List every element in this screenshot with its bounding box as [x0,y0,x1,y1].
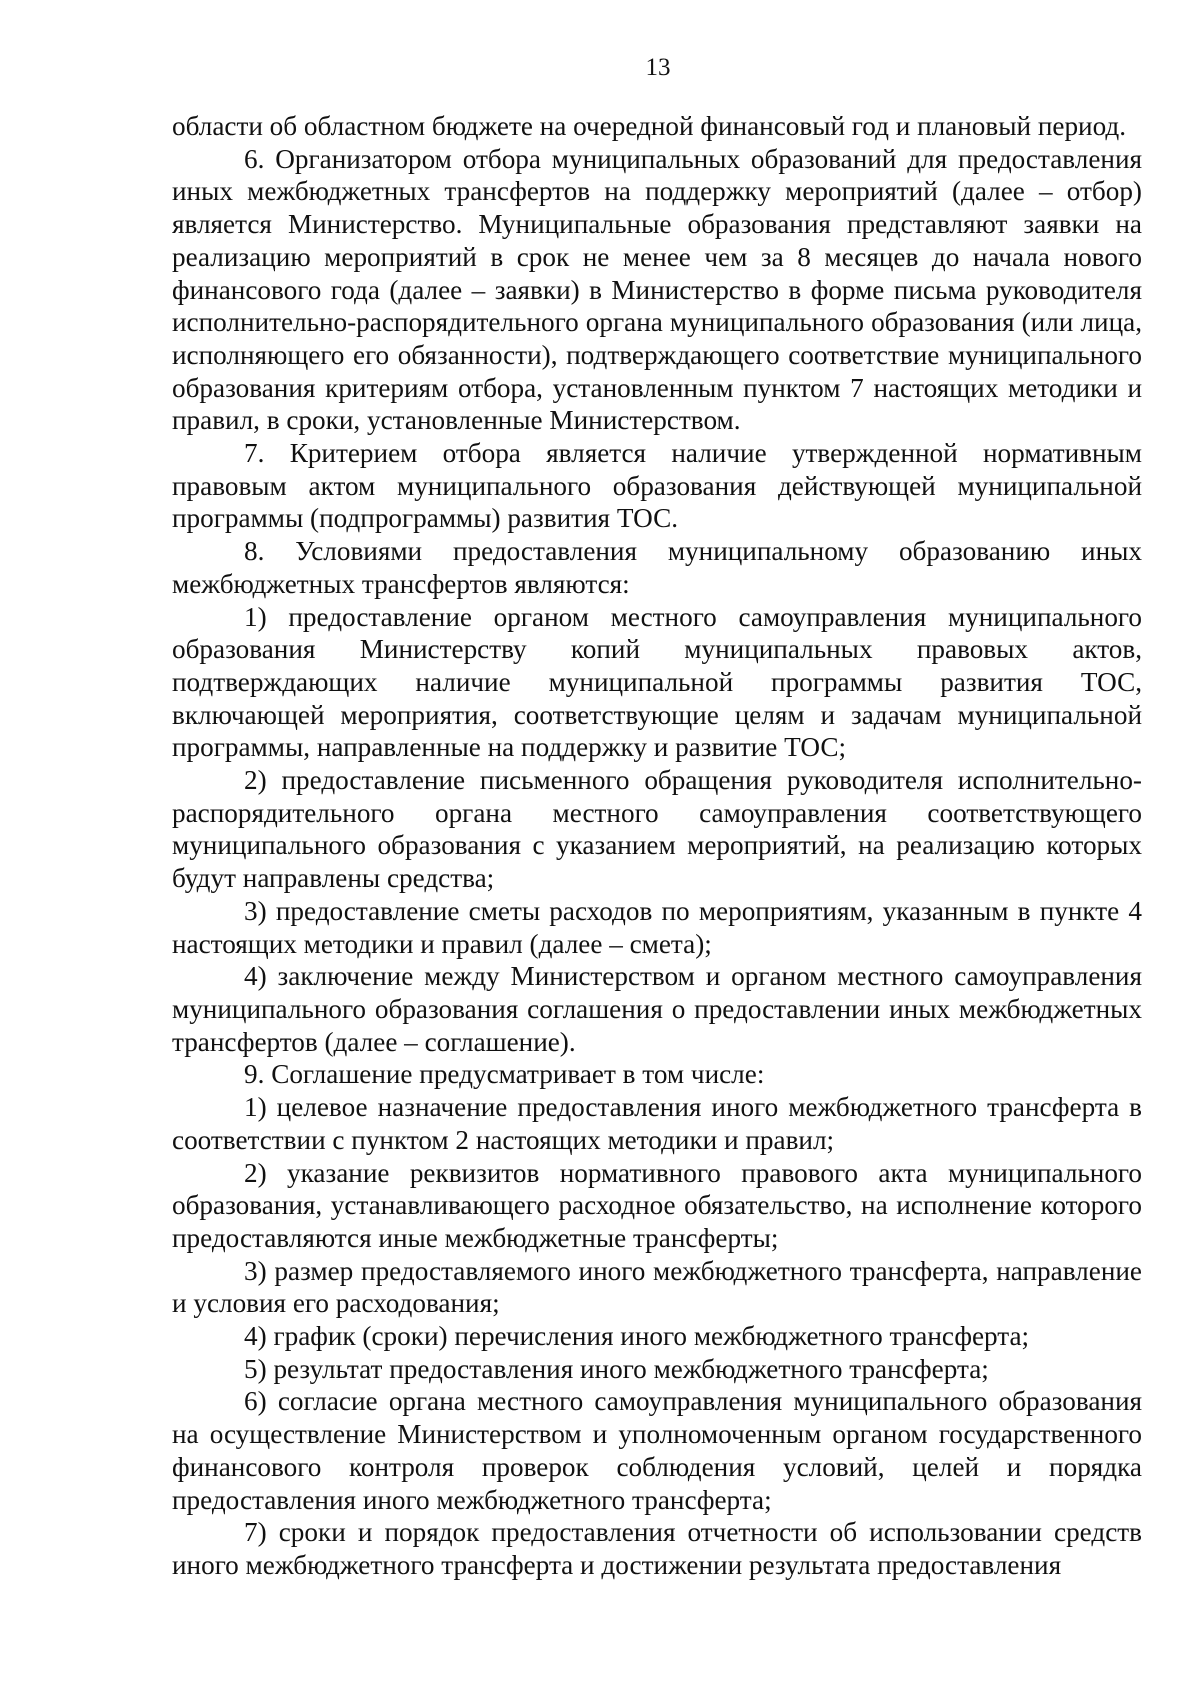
paragraph: 9. Соглашение предусматривает в том числе: [244,1059,765,1090]
paragraph: области об областном бюджете на очередной финансовый год и плановый период. [172,111,1127,141]
paragraph: 8. Условиями предоставления муниципальному образованию иных межбюджетных трансфертов являются: [172,536,1142,599]
paragraph: 3) предоставление сметы расходов по мероприятиям, указанным в пункте 4 настоящих методики и правил (далее – смета); [172,895,1142,959]
paragraph: 5) результат предоставления иного межбюджетного трансферта; [244,1353,989,1384]
document-body [172,110,1142,1582]
page-number: 13 [645,54,671,81]
paragraph: 2) предоставление письменного обращения руководителя исполнительно-распорядительного органа местного самоуправления соответствующего муниципального образования с указанием мероприятий, на реализацию которых будут направлены средства; [172,765,1142,894]
paragraph: 1) целевое назначение предоставления иного межбюджетного трансферта в соответствии с пунктом 2 настоящих методики и правил; [172,1092,1142,1155]
paragraph: 6. Организатором отбора муниципальных образований для предоставления иных межбюджетных трансфертов на поддержку мероприятий (далее – отбор) является Министерство. Муниципальные образования представляют заявки на реализацию мероприятий в срок не менее чем за 8 месяцев до начала нового финансового года (далее – заявки) в Министерство в форме письма руководителя исполнительно-распорядительного органа муниципального образования (или лица, исполняющего его обязанности), подтверждающего соответствие муниципального образования критериям отбора, установленным пунктом 7 настоящих методики и правил, в сроки, установленные Министерством. [172,143,1142,436]
paragraph: 3) размер предоставляемого иного межбюджетного трансферта, направление и условия его расходования; [172,1255,1142,1319]
paragraph: 4) заключение между Министерством и органом местного самоуправления муниципального образования соглашения о предоставлении иных межбюджетных трансфертов (далее – соглашение). [172,961,1142,1057]
paragraph: 4) график (сроки) перечисления иного межбюджетного трансферта; [244,1321,1030,1352]
paragraph: 1) предоставление органом местного самоуправления муниципального образования Министерству копий муниципальных правовых актов, подтверждающих наличие муниципальной программы развития ТОС, включающей мероприятия, соответствующие целям и задачам муниципальной программы, направленные на поддержку и развитие ТОС; [172,601,1142,763]
paragraph: 7) сроки и порядок предоставления отчетности об использовании средств иного межбюджетного трансферта и достижении результата предоставления [172,1517,1142,1580]
paragraph: 2) указание реквизитов нормативного правового акта муниципального образования, устанавливающего расходное обязательство, на исполнение которого предоставляются иные межбюджетные трансферты; [172,1157,1142,1253]
paragraph: 7. Критерием отбора является наличие утвержденной нормативным правовым актом муниципального образования действующей муниципальной программы (подпрограммы) развития ТОС. [172,438,1142,534]
paragraph: 6) согласие органа местного самоуправления муниципального образования на осуществление Министерством и уполномоченным органом государственного финансового контроля проверок соблюдения условий, целей и порядка предоставления иного межбюджетного трансферта; [172,1386,1142,1515]
